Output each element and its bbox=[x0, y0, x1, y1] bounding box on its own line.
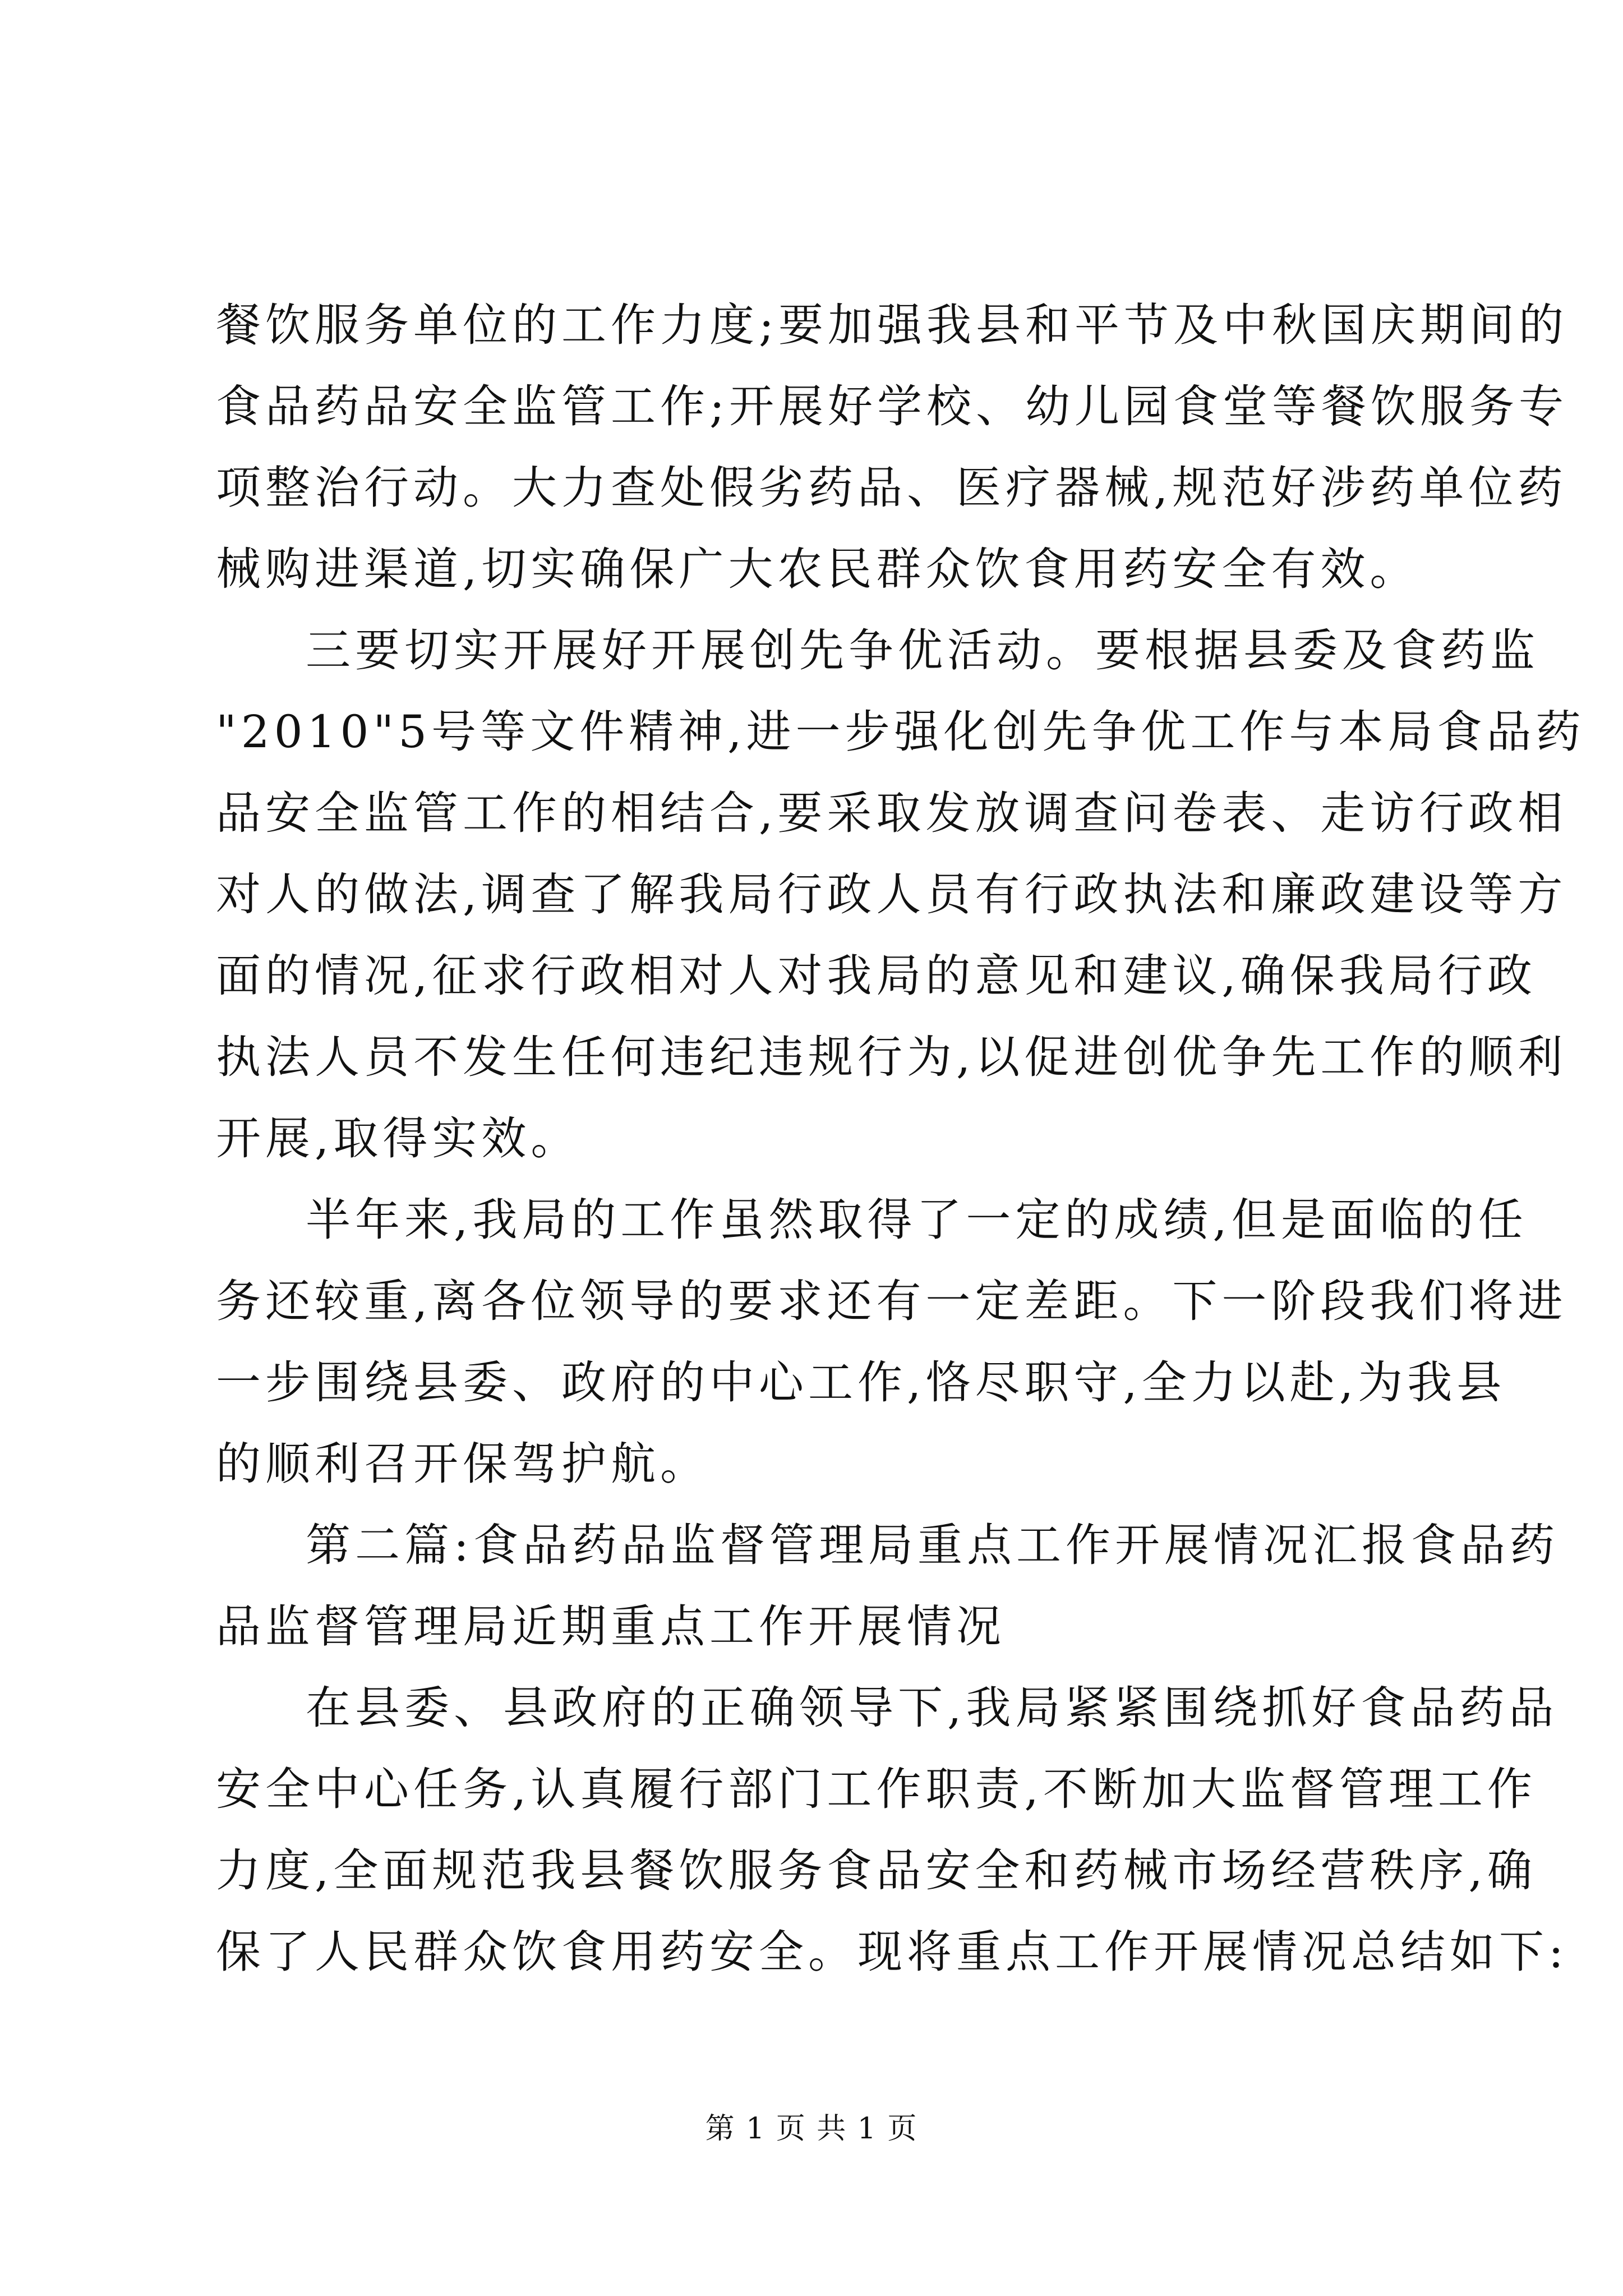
text-line: 的顺利召开保驾护航。 bbox=[216, 1438, 709, 1490]
paragraph-first-line: 三要切实开展好开展创先争优活动。要根据县委及食药监 bbox=[306, 624, 1539, 677]
text-line: 一步围绕县委、政府的中心工作,恪尽职守,全力以赴,为我县 bbox=[216, 1356, 1506, 1409]
section-heading-line: 第二篇:食品药品监督管理局重点工作开展情况汇报食品药 bbox=[306, 1519, 1559, 1571]
text-line: 执法人员不发生任何违纪违规行为,以促进创优争先工作的顺利 bbox=[216, 1031, 1567, 1083]
text-line: 餐饮服务单位的工作力度;要加强我县和平节及中秋国庆期间的 bbox=[216, 299, 1568, 351]
section-heading-line: 品监督管理局近期重点工作开展情况 bbox=[216, 1600, 1006, 1653]
text-line: 安全中心任务,认真履行部门工作职责,不断加大监督管理工作 bbox=[216, 1763, 1537, 1815]
text-line: 食品药品安全监管工作;开展好学校、幼儿园食堂等餐饮服务专 bbox=[216, 380, 1568, 432]
text-line: "2010"5号等文件精神,进一步强化创先争优工作与本局食品药 bbox=[216, 706, 1585, 758]
paragraph-first-line: 在县委、县政府的正确领导下,我局紧紧围绕抓好食品药品 bbox=[306, 1682, 1559, 1734]
text-line: 力度,全面规范我县餐饮服务食品安全和药械市场经营秩序,确 bbox=[216, 1844, 1537, 1897]
text-line: 保了人民群众饮食用药安全。现将重点工作开展情况总结如下: bbox=[216, 1926, 1568, 1978]
page-footer: 第 1 页 共 1 页 bbox=[705, 2112, 918, 2146]
text-line: 务还较重,离各位领导的要求还有一定差距。下一阶段我们将进 bbox=[216, 1275, 1567, 1327]
text-line: 械购进渠道,切实确保广大农民群众饮食用药安全有效。 bbox=[216, 543, 1419, 595]
text-line: 项整治行动。大力查处假劣药品、医疗器械,规范好涉药单位药 bbox=[216, 462, 1567, 514]
paragraph-first-line: 半年来,我局的工作虽然取得了一定的成绩,但是面临的任 bbox=[306, 1194, 1528, 1246]
text-line: 面的情况,征求行政相对人对我局的意见和建议,确保我局行政 bbox=[216, 950, 1537, 1002]
text-line: 开展,取得实效。 bbox=[216, 1112, 580, 1165]
text-line: 品安全监管工作的相结合,要采取发放调查问卷表、走访行政相 bbox=[216, 787, 1567, 839]
text-line: 对人的做法,调查了解我局行政人员有行政执法和廉政建设等方 bbox=[216, 868, 1567, 921]
